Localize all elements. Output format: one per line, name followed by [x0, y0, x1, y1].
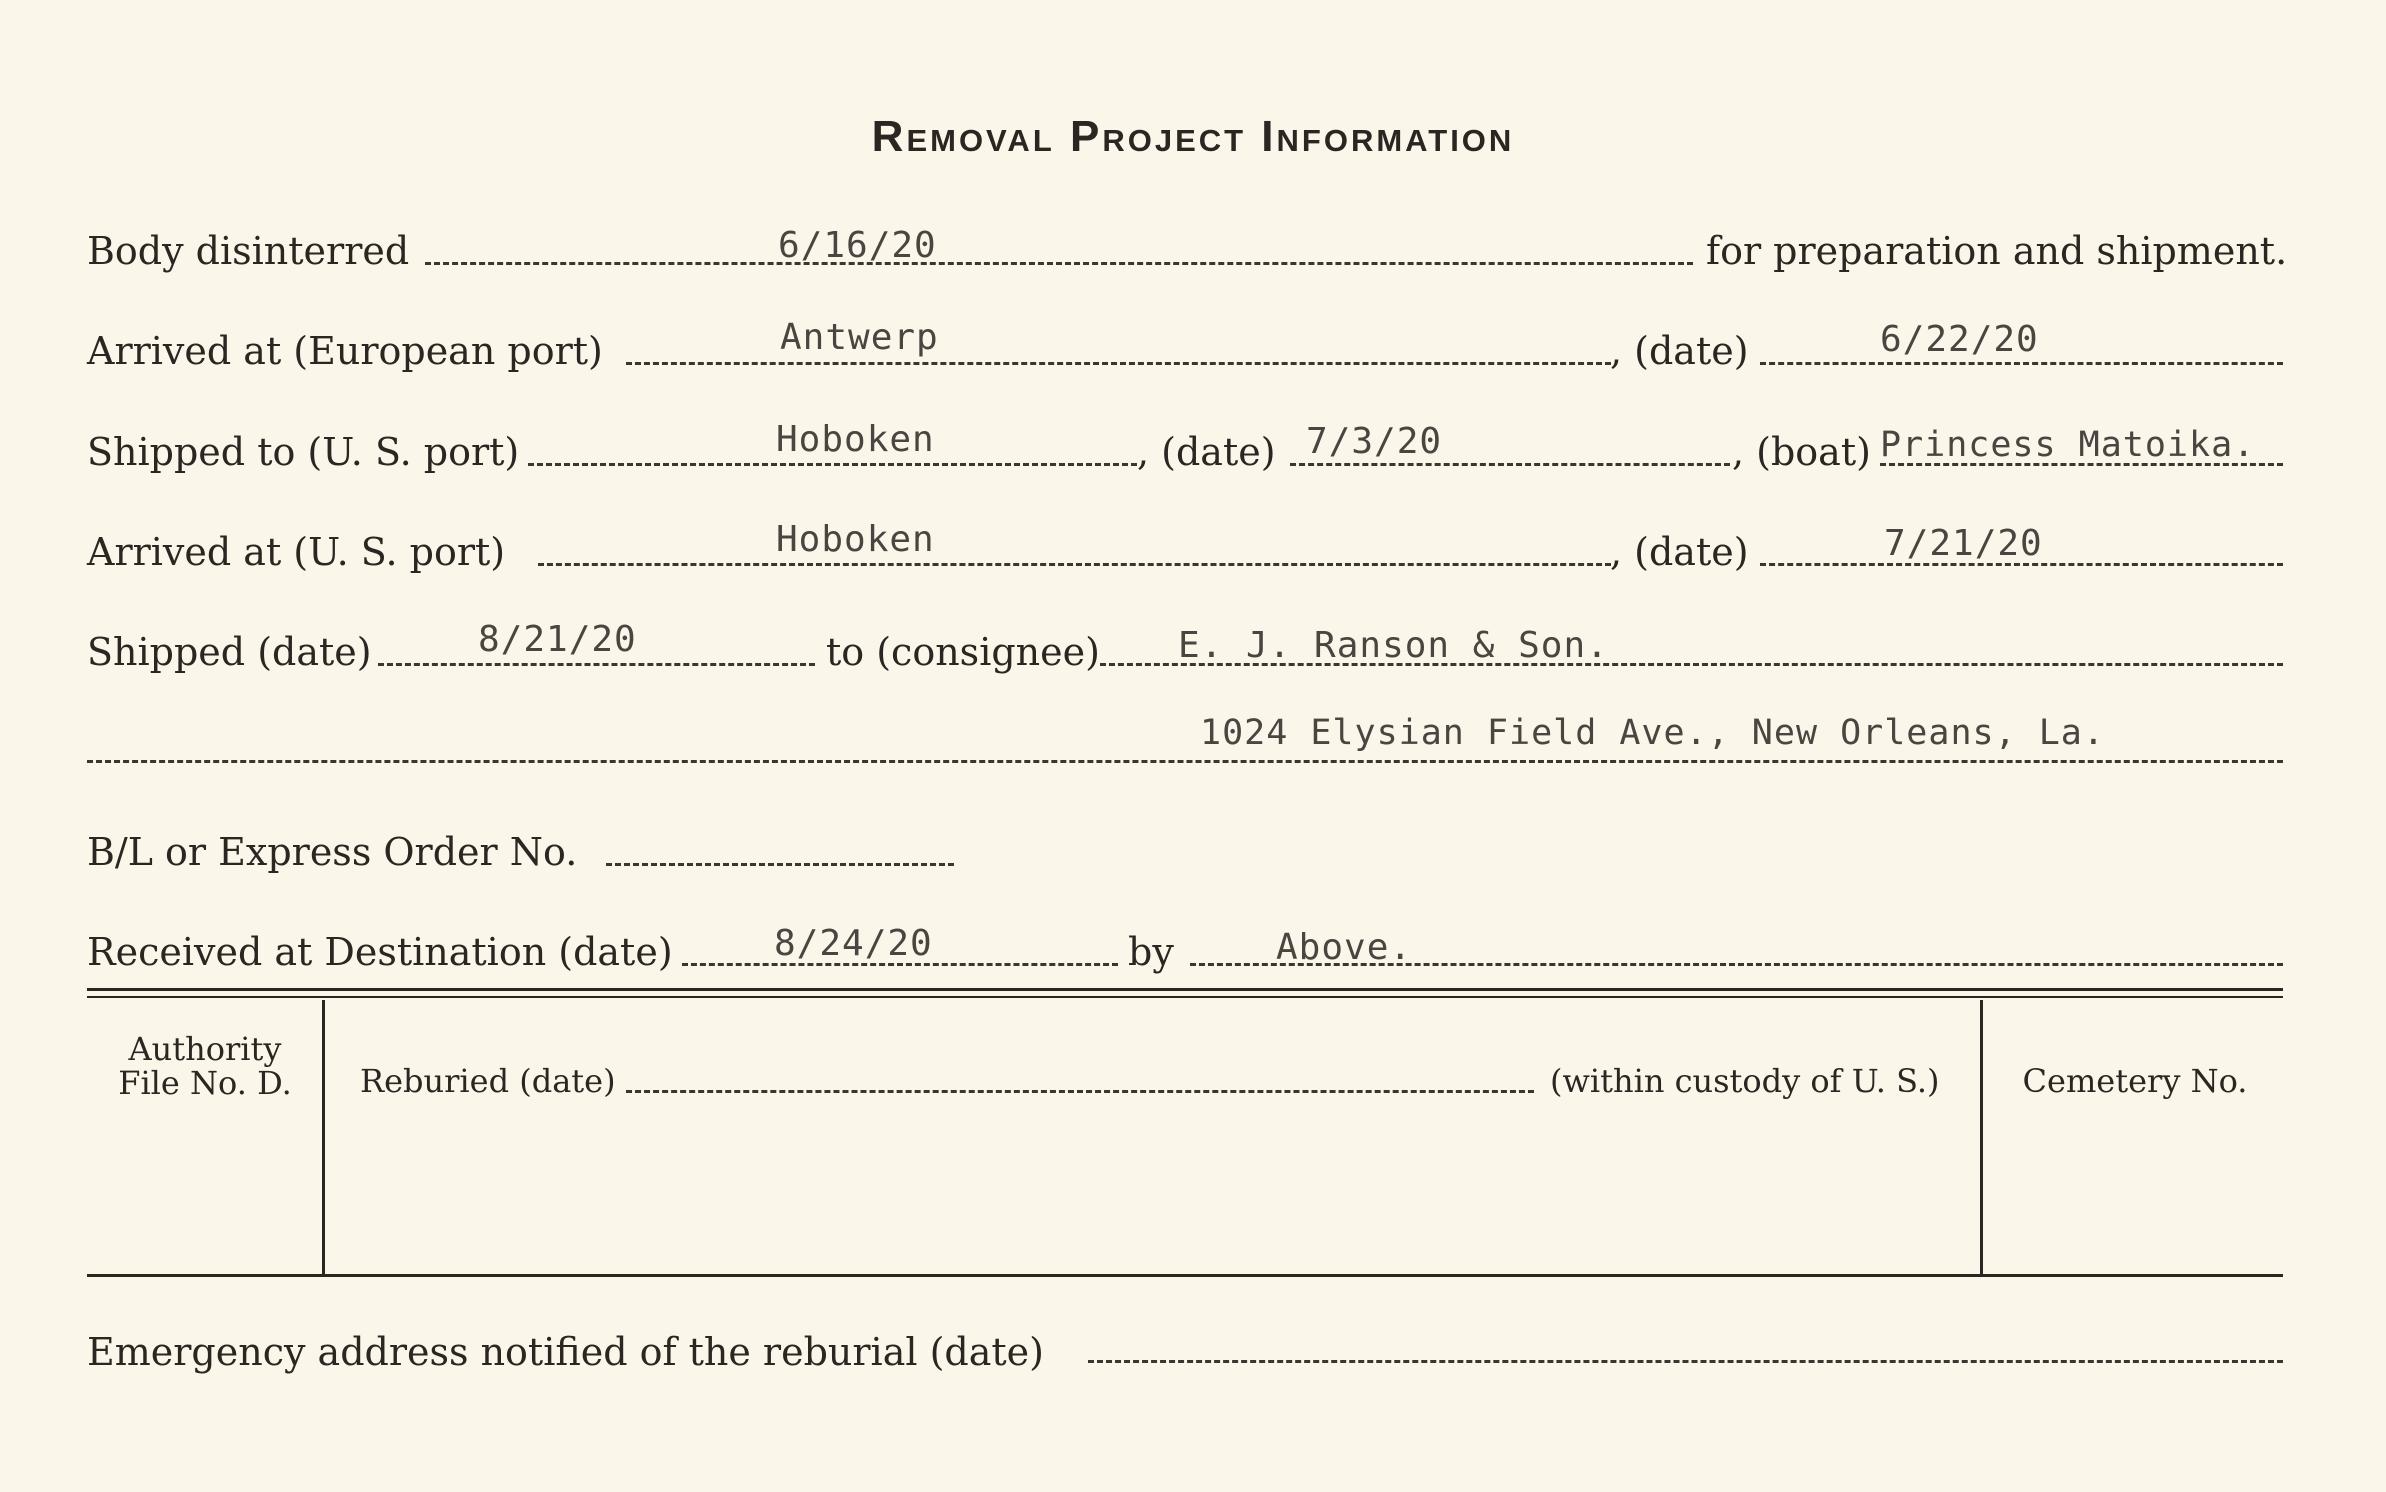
- body-disinterred-suffix: for preparation and shipment.: [1706, 229, 2288, 273]
- arrived-european-label: Arrived at (European port): [87, 329, 603, 373]
- arrived-european-port: Antwerp: [780, 317, 939, 358]
- custody-label: (within custody of U. S.): [1550, 1062, 1940, 1100]
- received-by: Above.: [1276, 927, 1413, 968]
- consignee-label: to (consignee): [826, 630, 1100, 674]
- shipped-us-label: Shipped to (U. S. port): [87, 430, 520, 474]
- table-divider-left: [322, 1000, 325, 1274]
- shipped-us-boat: Princess Matoika.: [1880, 425, 2256, 465]
- arrived-us-port-line: [538, 563, 1611, 566]
- shipped-date-label: Shipped (date): [87, 630, 372, 674]
- table-bottom-rule: [87, 1274, 2283, 1277]
- received-date: 8/24/20: [774, 923, 933, 964]
- shipped-us-port: Hoboken: [776, 419, 935, 460]
- consignee-value: E. J. Ranson & Son.: [1178, 625, 1609, 666]
- table-divider-right: [1980, 1000, 1983, 1274]
- shipped-date-line: [378, 663, 815, 666]
- table-top-rule: [87, 988, 2283, 991]
- shipped-us-date-label: , (date): [1137, 430, 1276, 474]
- authority-label-line2: File No. D.: [118, 1064, 292, 1102]
- received-by-label: by: [1128, 930, 1174, 974]
- arrived-european-date-label: , (date): [1610, 329, 1749, 373]
- shipped-us-date-line: [1290, 463, 1730, 466]
- arrived-us-date: 7/21/20: [1884, 523, 2043, 564]
- page-title: Removal Project Information: [871, 112, 1515, 161]
- cemetery-label: Cemetery No.: [2022, 1062, 2248, 1100]
- table-top-rule-2: [87, 996, 2283, 998]
- arrived-european-date-line: [1760, 362, 2283, 365]
- arrived-us-label: Arrived at (U. S. port): [87, 530, 506, 574]
- received-label: Received at Destination (date): [87, 930, 673, 974]
- shipped-us-date: 7/3/20: [1306, 421, 1443, 462]
- emergency-label: Emergency address notified of the reburial (date): [87, 1330, 1044, 1374]
- reburied-label: Reburied (date): [360, 1062, 616, 1100]
- bl-label: B/L or Express Order No.: [87, 830, 578, 874]
- emergency-line: [1088, 1360, 2283, 1363]
- body-disinterred-label: Body disinterred: [87, 229, 410, 273]
- address-line: [87, 760, 2283, 763]
- reburied-line: [626, 1090, 1534, 1093]
- consignee-address: 1024 Elysian Field Ave., New Orleans, La.: [1200, 713, 2105, 753]
- shipped-date: 8/21/20: [478, 619, 637, 660]
- authority-label-line1: Authority: [128, 1030, 282, 1068]
- body-disinterred-value: 6/16/20: [778, 225, 937, 266]
- body-disinterred-line: [425, 262, 1693, 265]
- shipped-us-port-line: [528, 463, 1137, 466]
- arrived-european-date: 6/22/20: [1880, 319, 2039, 360]
- arrived-us-date-label: , (date): [1610, 530, 1749, 574]
- bl-line: [606, 863, 954, 866]
- arrived-us-port: Hoboken: [776, 519, 935, 560]
- arrived-european-port-line: [626, 362, 1611, 365]
- shipped-us-boat-label: , (boat): [1732, 430, 1871, 474]
